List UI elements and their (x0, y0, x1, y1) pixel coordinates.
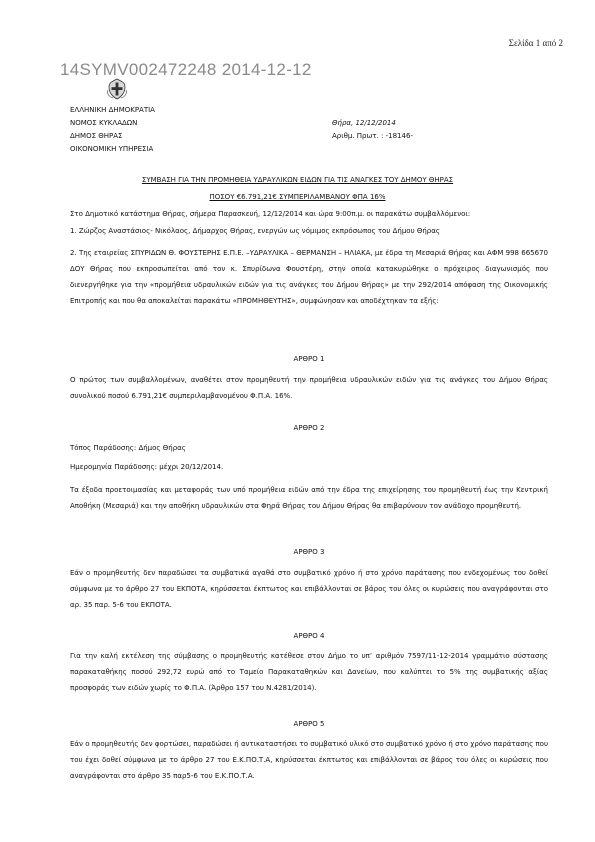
issuer-block (70, 104, 155, 156)
article-4-title: ΑΡΘΡΟ 4 (293, 632, 325, 640)
article-1-text: Ο πρώτος των συμβαλλομένων, αναθέτει στον προμηθευτή την προμήθεια υδραυλικών ειδών για τις ανάγκες του Δήμου Θήρας συνολικού ποσού 6.791,21€ συμπεριλαμβανομένου Φ.Π.Α. 16%. (70, 376, 548, 400)
protocol-number: Αριθμ. Πρωτ. : -18146- (332, 132, 413, 140)
party-2: 2. Της εταιρείας ΣΠΥΡΙΔΩΝ Θ. ΦΟΥΣΤΕΡΗΣ Ε.Π.Ε. –ΥΔΡΑΥΛΙΚΑ – ΘΕΡΜΑΝΣΗ – ΗΛΙΑΚΑ, με έδρα τη Μεσαριά Θήρας και ΑΦΜ 998 665670 ΔΟΥ Θήρας που εκπροσωπείται από τον κ. Σπυρίδωνα Φουστέρη, στην οποία κατακυρώθηκε ο πρόχειρος διαγωνισμός που διενεργήθηκε για την «προμήθεια υδραυλικών ειδών για τις ανάγκες του Δήμου Θήρας» με την 292/2014 απόφαση της Οικονομικής Επιτροπής και που θα αποκαλείται παρακάτω «ΠΡΟΜΗΘΕΥΤΗΣ», συμφώνησαν και αποδέχτηκαν τα εξής: (70, 249, 548, 305)
title-line-2: ΠΟΣΟΥ €6.791,21€ ΣΥΜΠΕΡΙΛΑΜΒΑΝΟΥ ΦΠΑ 16% (209, 193, 386, 201)
article-2-costs: Τα έξοδα προετοιμασίας και μεταφοράς των υπό προμήθεια ειδών από την έδρα της επιχείρησης του προμηθευτή έως την Κεντρική Αποθήκη (Μεσαριά) και την αποθήκη υδραυλικών στα Φηρά Θήρας του Δήμου Θήρας θα επιβαρύνουν τον ανάδοχο προμηθευτή. (70, 486, 548, 510)
coat-of-arms-icon (106, 78, 128, 100)
title-line-1: ΣΥΜΒΑΣΗ ΓΙΑ ΤΗΝ ΠΡΟΜΗΘΕΙΑ ΥΔΡΑΥΛΙΚΩΝ ΕΙΔΩΝ ΓΙΑ ΤΙΣ ΑΝΑΓΚΕΣ ΤΟΥ ΔΗΜΟΥ ΘΗΡΑΣ (141, 176, 454, 184)
date-protocol-block (332, 117, 413, 143)
issuer-line-department: ΟΙΚΟΝΟΜΙΚΗ ΥΠΗΡΕΣΙΑ (70, 145, 154, 153)
article-2-title: ΑΡΘΡΟ 2 (293, 424, 325, 432)
intro-opening: Στο Δημοτικό κατάστημα Θήρας, σήμερα Παρασκευή, 12/12/2014 και ώρα 9:00π.μ. οι παρακάτω συμβαλλόμενοι: (70, 210, 471, 218)
article-3-title: ΑΡΘΡΟ 3 (293, 548, 325, 556)
issuer-line-municipality: ΔΗΜΟΣ ΘΗΡΑΣ (70, 132, 123, 140)
article-2-delivery-place: Τόπος Παράδοσης: Δήμος Θήρας (70, 444, 186, 452)
page-number: Σελίδα 1 από 2 (508, 38, 563, 48)
article-4-text: Για την καλή εκτέλεση της σύμβασης ο προμηθευτής κατέθεσε στον Δήμο το υπ’ αριθμόν 7597/11-12-2014 γραμμάτιο σύστασης παρακαταθήκης ποσού 292,72 ευρώ από το Ταμείο Παρακαταθηκών και Δανείων, που καλύπτει το 5% της συμβατικής αξίας προσφοράς των ειδών χωρίς το Φ.Π.Α. (Άρθρο 157 του Ν.4281/2014). (70, 652, 548, 692)
issuer-line-prefecture: ΝΟΜΟΣ ΚΥΚΛΑΔΩΝ (70, 119, 138, 127)
article-5-title: ΑΡΘΡΟ 5 (293, 720, 325, 728)
document-title (0, 172, 595, 206)
document-date: Θήρα, 12/12/2014 (332, 119, 396, 127)
article-5-text: Εάν ο προμηθευτής δεν φορτώσει, παραδώσει ή αντικαταστήσει το συμβατικό υλικό στο συμβατικό χρόνο ή στο χρόνο παράτασης που του έχει δοθεί σύμφωνα με το άρθρο 27 του Ε.Κ.ΠΟ.Τ.Α, κηρύσσεται έκπτωτος και επιβάλλονται σε βάρος του όλες οι κυρώσεις που αναγράφονται στο άρθρο 35 παρ5-6 του Ε.Κ.ΠΟ.Τ.Α. (70, 740, 548, 780)
document-stamp-id: 14SYMV002472248 2014-12-12 (60, 60, 312, 79)
party-1: 1. Ζώρζος Αναστάσιος- Νικόλαος, Δήμαρχος Θήρας, ενεργών ως νόμιμος εκπρόσωπος του Δήμου Θήρας (70, 227, 440, 235)
article-2-delivery-date: Ημερομηνία Παράδοσης: μέχρι 20/12/2014. (70, 463, 224, 471)
article-3-text: Εάν ο προμηθευτής δεν παραδώσει τα συμβατικά αγαθά στο συμβατικό χρόνο ή στο χρόνο παράτασης που ενδεχομένως του δοθεί σύμφωνα με το άρθρο 27 του ΕΚΠΟΤΑ, κηρύσσεται έκπτωτος και επιβάλλονται σε βάρος του όλες οι κυρώσεις που αναγράφονται στο αρ. 35 παρ. 5-6 του ΕΚΠΟΤΑ. (70, 569, 548, 609)
issuer-line-country: ΕΛΛΗΝΙΚΗ ΔΗΜΟΚΡΑΤΙΑ (70, 106, 155, 114)
article-1-title: ΑΡΘΡΟ 1 (293, 355, 325, 363)
